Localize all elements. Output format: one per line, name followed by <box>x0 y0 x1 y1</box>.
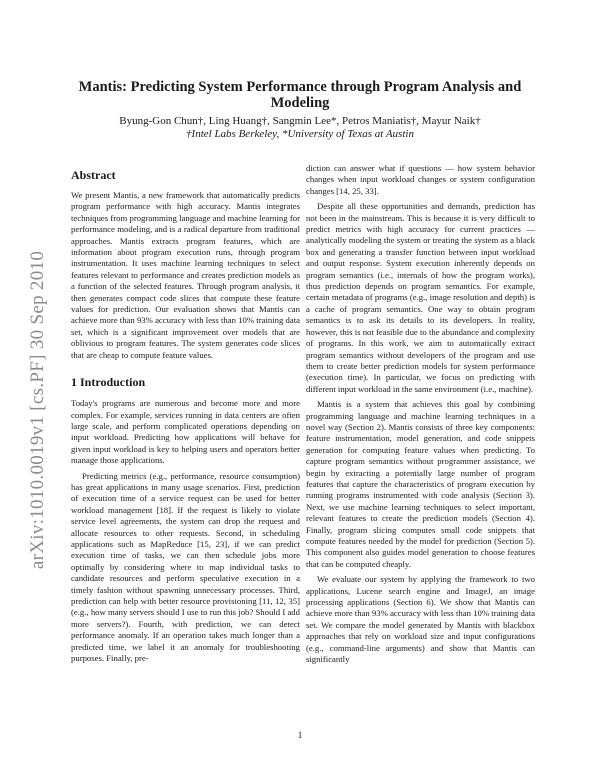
affiliations: †Intel Labs Berkeley, *University of Texas at Austin <box>186 128 414 140</box>
abstract-text: We present Mantis, a new framework that automatically predicts program performance with high accuracy. Mantis integrates techniques from programming language and machine learning for performance modeling, and is a radical departure from traditional approaches. Mantis extracts program features, which are information about program execution runs, through program instrumentation. It uses machine learning techniques to select features relevant to performance and creates prediction models as a function of the selected features. Through program analysis, it then generates compact code slices that compute these feature values for prediction. Our evaluation shows that Mantis can achieve more than 93% accuracy with less than 10% training data set, which is a significant improvement over models that are oblivious to program features. The system generates code slices that are cheap to compute feature values. <box>71 190 300 360</box>
paper-title-line1: Mantis: Predicting System Performance through Program Analysis and <box>78 79 522 95</box>
right-paragraph-2: Mantis is a system that achieves this goal by combining programming language and machine learning techniques in a novel way (Section 2). Mantis consists of three key components: feature instrumentation, model generation, and code snippets generation for computing feature values when predicting. To capture program semantics without programmer assistance, we begin by extracting a potentially large number of program features that capture the characteristics of program execution by running programs instrumented with code analysis (Section 3). Next, we use machine learning techniques to select important, relevant features to create the prediction models (Section 4). Finally, program slicing computes small code snippets that compute features needed by the model for prediction (Section 5). This component also guides model generation to choose features that can be computed cheaply. <box>306 399 535 569</box>
right-paragraph-0: diction can answer what if questions — how system behavior changes when input workload changes or system configuration changes [14, 25, 33]. <box>306 163 535 196</box>
left-column <box>71 168 300 664</box>
intro-paragraph-2: Predicting metrics (e.g., performance, resource consumption) has great applications in many usage scenarios. First, prediction of execution time of a service request can be used for better workload management [18]. If the request is likely to violate service level agreements, the system can drop the request and allocate resources to other requests. Second, in scheduling applications such as MapReduce [15, 23], if we can predict execution time of tasks, we can then schedule jobs more optimally by considering where to map individual tasks to candidate resources and perform speculative execution in a timely fashion without spawning unnecessary processes. Third, prediction can help with better resource provisioning [11, 12, 35] (e.g., how many servers should I use to run this job? Should I add more servers?). Fourth, with prediction, we can detect performance anomaly. If an operation takes much longer than a predicted time, we label it an anomaly for troubleshooting purposes. Finally, pre- <box>71 470 300 664</box>
arxiv-stamp-text: arXiv:1010.0019v1 [cs.PF] 30 Sep 2010 <box>27 250 48 570</box>
arxiv-stamp <box>20 220 56 600</box>
right-paragraph-3: We evaluate our system by applying the framework to two applications, Lucene search engine and ImageJ, an image processing applications (Section 6). We show that Mantis can achieve more than 93% accuracy with less than 10% training data set. We compare the model generated by Mantis with blackbox approaches that rely on workload size and input configurations (e.g., command-line arguments) and show that Mantis can significantly <box>306 574 535 665</box>
abstract-heading: Abstract <box>71 168 116 182</box>
right-paragraph-1: Despite all these opportunities and demands, prediction has not been in the mainstream. This is because it is very difficult to predict metrics with high accuracy for current practices — analytically modeling the system or treating the system as a black box and generating a transfer function between input workload and output response. System execution inherently depends on program semantics (i.e., internals of how the program works), thus prediction depends on program semantics. For example, certain metadata of programs (e.g., image resolution and depth) is a cache of program semantics. One way to obtain program semantics is to ask its details to its developers. In reality, however, this is not feasible due to the abundance and complexity of programs. In this work, we aim to automatically extract program semantics without developers of the program and use them to create better prediction models for system performance (execution time). In particular, we focus on predicting with different input workload in the same environment (i.e., machine). <box>306 201 535 394</box>
author-list: Byung-Gon Chun†, Ling Huang†, Sangmin Lee*, Petros Maniatis†, Mayur Naik† <box>119 115 481 127</box>
intro-paragraph-1: Today's programs are numerous and become more and more complex. For example, services running in data centers are often large scale, and perform complicated operations depending on input workload. Predicting how applications will behave for given input workload is key to helping users and operators better manage those applications. <box>71 398 300 466</box>
right-column <box>306 163 535 665</box>
paper-title-line2: Modeling <box>270 95 330 111</box>
section-heading-introduction: 1 Introduction <box>71 375 146 390</box>
page-number: 1 <box>297 730 303 740</box>
